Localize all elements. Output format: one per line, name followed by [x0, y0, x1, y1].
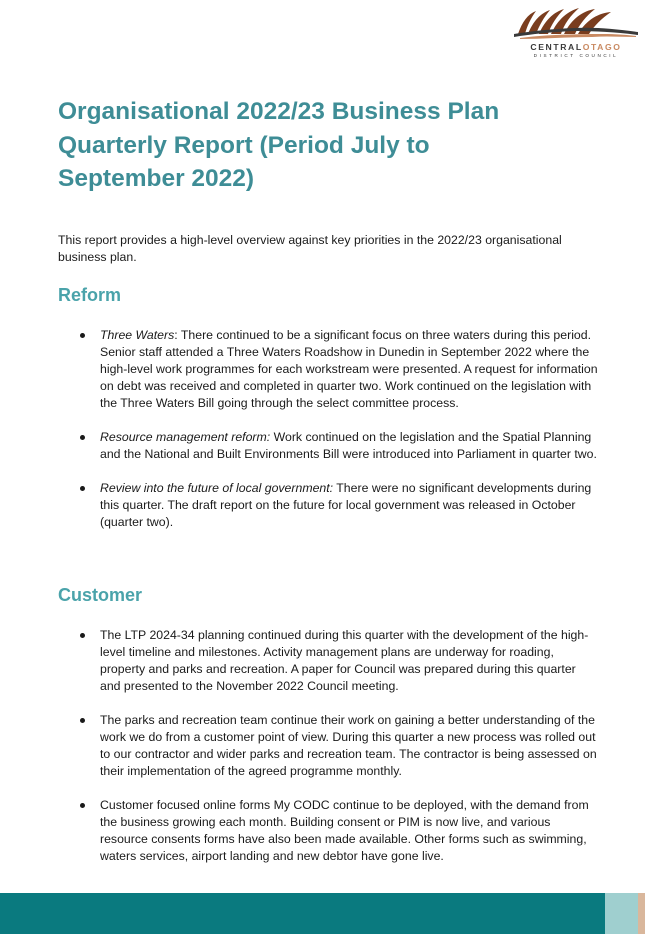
section-heading-reform: Reform [58, 285, 122, 305]
bullet-item-online-forms [58, 797, 598, 865]
logo-name-part2: OTAGO [582, 42, 622, 52]
section-heading-customer: Customer [58, 585, 143, 605]
bullet-lead: Review into the future of local government: [100, 481, 334, 495]
council-logo [512, 4, 640, 60]
mountain-logo-icon [512, 4, 640, 40]
bullet-text: Work continued on the legislation and the Spatial Planning and the National and Built Environments Bill were introduced into Parliament in quarter two. [100, 430, 597, 461]
footer-accent-light [605, 893, 638, 934]
footer-accent-tan [638, 893, 645, 934]
bullet-item-resource-management [58, 429, 598, 463]
logo-name-part1: CENTRAL [530, 42, 583, 52]
bullet-text: The parks and recreation team continue their work on gaining a better understanding of the work we do from a customer point of view. During this quarter a new process was rolled out to our contractor and wider parks and recreation team. The contractor is being assessed on their implementation of the agreed programme monthly. [100, 713, 597, 778]
bullet-text: Customer focused online forms My CODC continue to be deployed, with the demand from the business growing each month. Building consent or PIM is now live, and various resource consents forms have also been made available. Other forms such as swimming, waters services, airport landing and new debtor have gone live. [100, 798, 589, 863]
page-title: Organisational 2022/23 Business Plan Quarterly Report (Period July to September 2022) [58, 98, 500, 192]
bullet-text: : There continued to be a significant focus on three waters during this period. Senior staff attended a Three Waters Roadshow in Dunedin in September 2022 where the high-level work programmes for each workstream were presented. A request for information on debt was received and completed in quarter two. Work continued on the legislation with the Three Waters Bill going through the select committee process. [100, 328, 598, 410]
bullet-item-three-waters [58, 327, 598, 412]
intro-paragraph: This report provides a high-level overview against key priorities in the 2022/23 organisational business plan. [58, 233, 562, 264]
footer-bar [0, 893, 605, 934]
customer-bullet-list [58, 627, 598, 882]
reform-bullet-list [58, 327, 598, 548]
bullet-lead: Three Waters [100, 328, 175, 342]
bullet-item-ltp-planning [58, 627, 598, 695]
bullet-item-parks-recreation [58, 712, 598, 780]
logo-wordmark [512, 42, 640, 52]
logo-subtitle: DISTRICT COUNCIL [533, 53, 619, 58]
bullet-item-local-government [58, 480, 598, 531]
bullet-lead: Resource management reform: [100, 430, 271, 444]
bullet-text: The LTP 2024-34 planning continued during this quarter with the development of the high-level timeline and milestones. Activity management plans are underway for roading, property and parks and recreation. A paper for Council was prepared during this quarter and presented to the November 2022 Council meeting. [100, 628, 589, 693]
bullet-text: There were no significant developments during this quarter. The draft report on the future for local government was released in October (quarter two). [100, 481, 592, 529]
